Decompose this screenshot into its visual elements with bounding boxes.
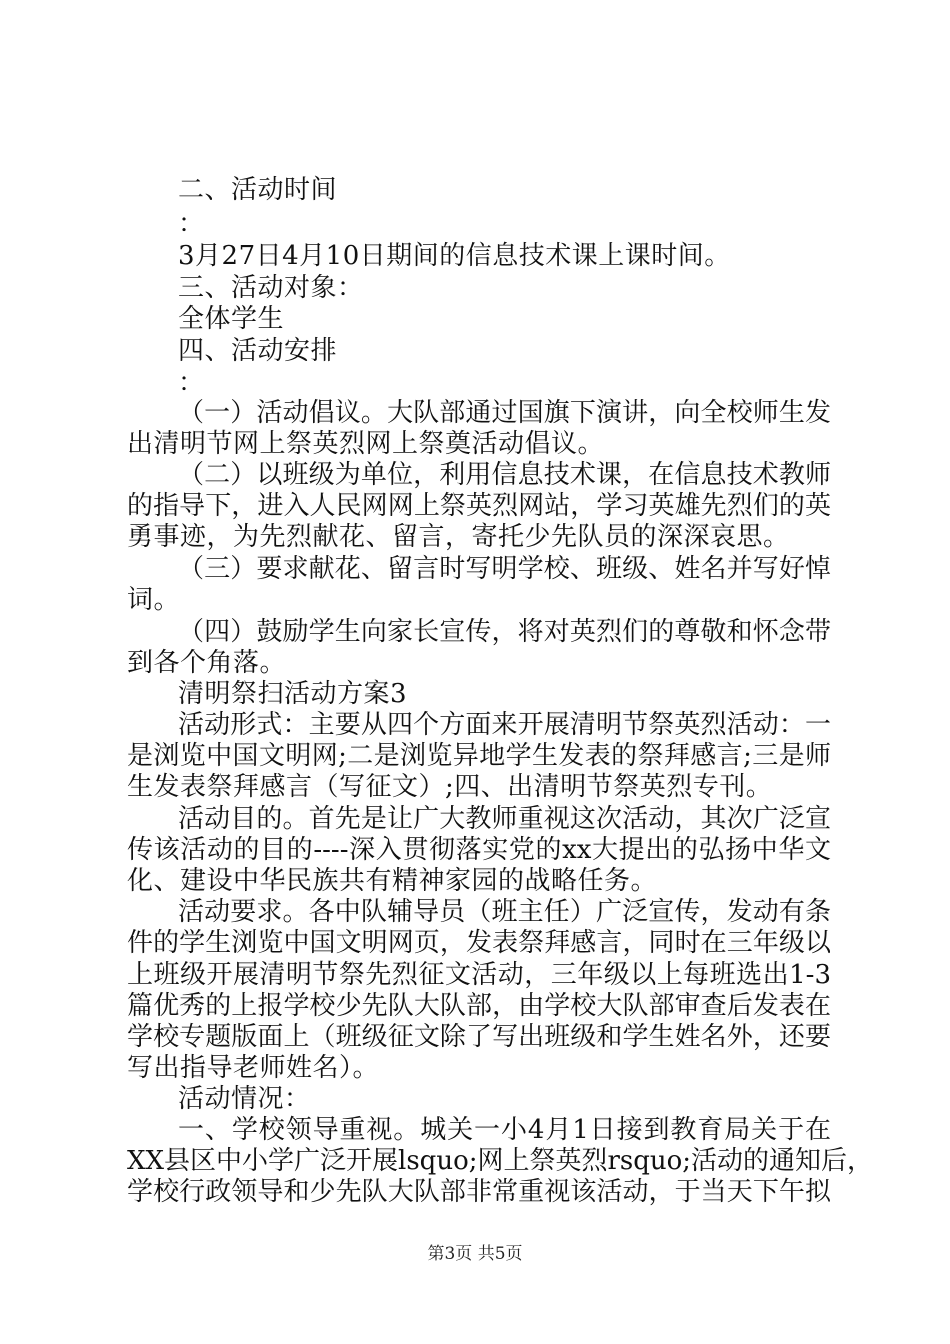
paragraph-line: 活动要求。各中队辅导员（班主任）广泛宣传，发动有条 [178,897,831,927]
section-heading: 活动情况： [178,1084,311,1114]
paragraph-line: 传该活动的目的----深入贯彻落实党的xx大提出的弘扬中华文 [127,835,831,865]
paragraph-line: 是浏览中国文明网;二是浏览异地学生发表的祭拜感言;三是师 [127,741,831,771]
section-title: 清明祭扫活动方案3 [178,679,408,709]
paragraph-line: 上班级开展清明节祭先烈征文活动，三年级以上每班选出1-3 [127,960,831,990]
paragraph-line: 的指导下，进入人民网网上祭英烈网站，学习英雄先烈们的英 [127,491,831,521]
text-line: 3月27日4月10日期间的信息技术课上课时间。 [178,241,731,271]
paragraph-line: 出清明节网上祭英烈网上祭奠活动倡议。 [127,429,605,459]
text-line: 全体学生 [178,304,285,334]
paragraph-line: 生发表祭拜感言（写征文）;四、出清明节祭英烈专刊。 [127,772,773,802]
paragraph-line: 勇事迹，为先烈献花、留言，寄托少先队员的深深哀思。 [127,522,790,552]
paragraph-line: 学校专题版面上（班级征文除了写出班级和学生姓名外，还要 [127,1022,831,1052]
section-heading: 四、活动安排 [178,336,338,366]
paragraph-line: 写出指导老师姓名）。 [127,1053,380,1083]
paragraph-line: 学校行政领导和少先队大队部非常重视该活动，于当天下午拟 [127,1177,831,1207]
paragraph-line: 一、学校领导重视。城关一小4月1日接到教育局关于在 [178,1115,831,1145]
paragraph-line: 活动目的。首先是让广大教师重视这次活动，其次广泛宣 [178,804,831,834]
text-line: ： [178,209,205,239]
paragraph-line: 化、建设中华民族共有精神家园的战略任务。 [127,866,658,896]
paragraph-line: XX县区中小学广泛开展lsquo;网上祭英烈rsquo;活动的通知后， [127,1146,874,1176]
paragraph-line: （四）鼓励学生向家长宣传，将对英烈们的尊敬和怀念带 [178,617,831,647]
paragraph-line: 件的学生浏览中国文明网页，发表祭拜感言，同时在三年级以 [127,928,831,958]
paragraph-line: 词。 [127,585,181,615]
page-footer: 第3页 共5页 [427,1244,523,1264]
paragraph-line: 篇优秀的上报学校少先队大队部，由学校大队部审查后发表在 [127,991,831,1021]
paragraph-line: 活动形式：主要从四个方面来开展清明节祭英烈活动：一 [178,710,831,740]
section-heading: 三、活动对象： [178,273,364,303]
paragraph-line: （二）以班级为单位，利用信息技术课，在信息技术教师 [178,460,831,490]
paragraph-line: （三）要求献花、留言时写明学校、班级、姓名并写好悼 [178,554,831,584]
paragraph-line: 到各个角落。 [127,648,287,678]
section-heading: 二、活动时间 [178,175,338,205]
text-line: ： [178,368,205,398]
paragraph-line: （一）活动倡议。大队部通过国旗下演讲，向全校师生发 [178,398,831,428]
